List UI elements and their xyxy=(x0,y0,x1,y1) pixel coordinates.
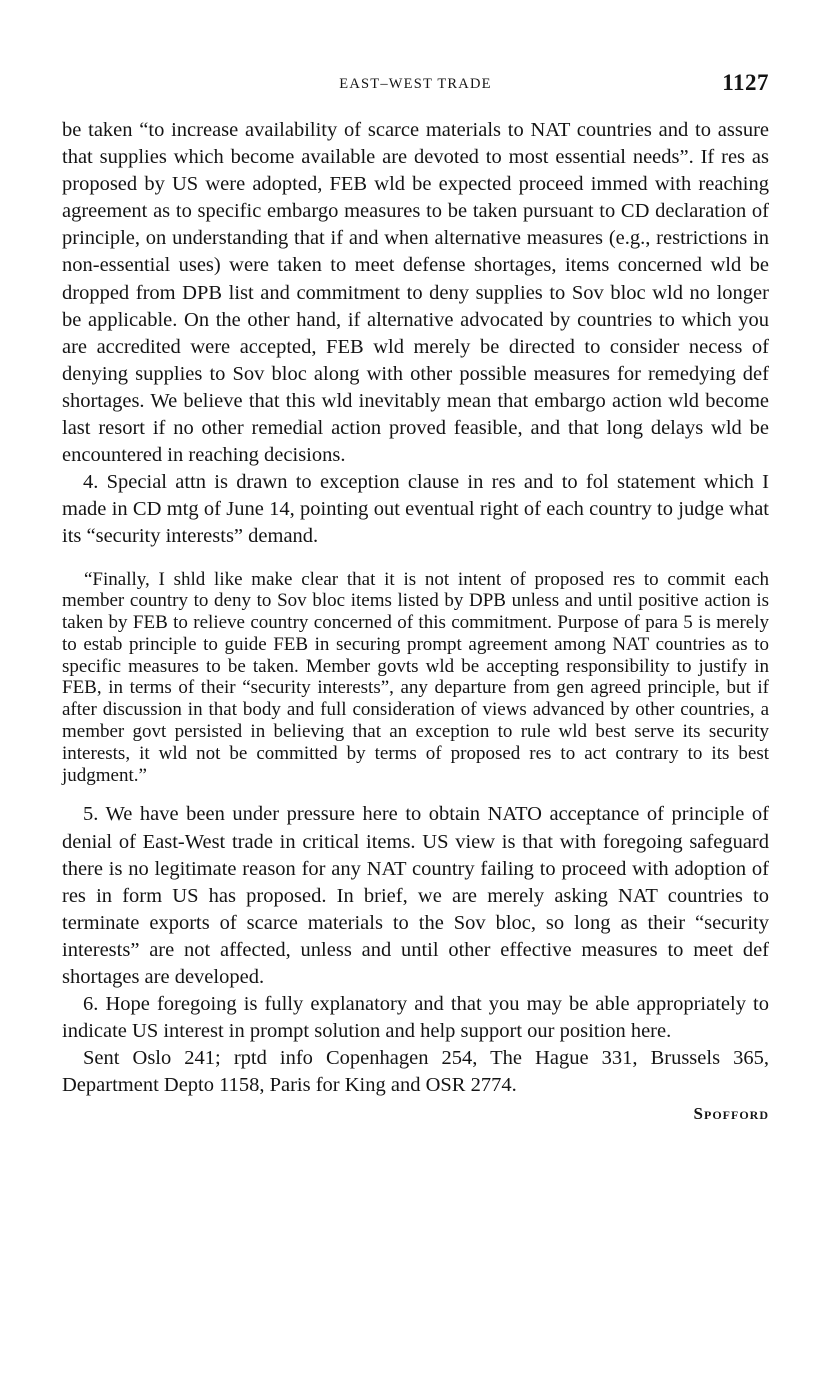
paragraph-4: 4. Special attn is drawn to exception clause in res and to fol statement which I made in CD mtg of June 14, pointing out eventual right of each country to judge what its “security interests” demand. xyxy=(62,471,769,548)
body-text xyxy=(62,117,769,1127)
block-quote: “Finally, I shld like make clear that it is not intent of proposed res to commit each member country to deny to Sov bloc items listed by DPB unless and until positive action is taken by FEB to relieve country concerned of this commitment. Purpose of para 5 is merely to estab principle to guide FEB in securing prompt agreement among NAT countries as to specific measures to be taken. Member govts wld be accepting responsibility to justify in FEB, in terms of their “security interests”, any departure from gen agreed principle, but if after discussion in that body and full consideration of views advanced by other countries, a member govt persisted in believing that an exception to rule wld best serve its security interests, it wld not be committed by terms of proposed res to act contrary to its best judgment.” xyxy=(62,568,769,786)
distribution-line: Sent Oslo 241; rptd info Copenhagen 254, The Hague 331, Brussels 365, Department Depto 1158, Paris for King and OSR 2774. xyxy=(62,1047,769,1097)
signature xyxy=(62,1102,769,1127)
paragraph-5: 5. We have been under pressure here to obtain NATO acceptance of principle of denial of East-West trade in critical items. US view is that with foregoing safeguard there is no legitimate reason for any NAT country failing to proceed with adoption of res in form US has proposed. In brief, we are merely asking NAT countries to terminate exports of scarce materials to the Sov bloc, so long as their “security interests” are not affected, unless and until other effective measures to meet def shortages are developed. xyxy=(62,803,769,989)
paragraph-continuation: be taken “to increase availability of scarce materials to NAT countries and to assure that supplies which become available are devoted to most essential needs”. If res as proposed by US were adopted, FEB wld be expected proceed immed with reaching agreement as to specific embargo measures to be taken pursuant to CD declaration of principle, on understanding that if and when alternative measures (e.g., restrictions in non-essential uses) were taken to meet defense shortages, items concerned wld be dropped from DPB list and commitment to deny supplies to Sov bloc wld no longer be applicable. On the other hand, if alternative advocated by countries to which you are accredited were accepted, FEB wld merely be directed to consider necess of denying supplies to Sov bloc along with other possible measures for remedying def shortages. We believe that this wld inevitably mean that embargo action wld become last resort if no other remedial action proved feasible, and that long delays wld be encountered in reaching decisions. xyxy=(62,119,769,467)
paragraph-6: 6. Hope foregoing is fully explanatory and that you may be able appropriately to indicate US interest in prompt solution and help support our position here. xyxy=(62,993,769,1043)
document-page xyxy=(62,0,769,1123)
signature-text: Spofford xyxy=(693,1103,769,1123)
running-header xyxy=(62,0,769,95)
page-number: 1127 xyxy=(722,70,769,95)
running-title: EAST–WEST TRADE xyxy=(339,76,492,92)
